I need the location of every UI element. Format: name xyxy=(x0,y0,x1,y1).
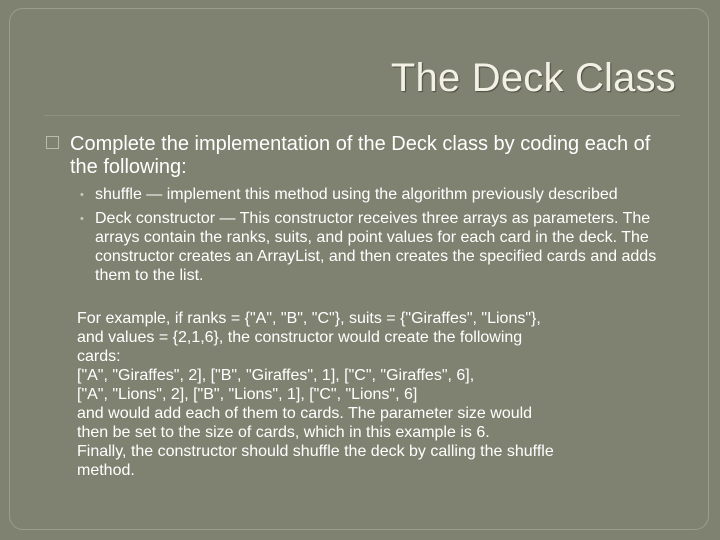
square-outline-icon xyxy=(46,136,59,149)
paragraph-line: method. xyxy=(77,462,135,479)
slide-title: The Deck Class xyxy=(390,56,676,100)
paragraph-line: ["A", "Lions", 2], ["B", "Lions", 1], ["C", "Lions", 6] xyxy=(77,386,418,403)
paragraph-line: Finally, the constructor should shuffle the deck by calling the shuffle xyxy=(77,443,554,460)
paragraph-line: then be set to the size of cards, which in this example is 6. xyxy=(77,424,490,441)
bullet-dot-icon: • xyxy=(80,189,84,201)
paragraph-line: For example, if ranks = {"A", "B", "C"}, suits = {"Giraffes", "Lions"}, xyxy=(77,310,541,327)
sub-bullet-text: shuffle — implement this method using the algorithm previously described xyxy=(95,186,618,203)
sub-bullet-list xyxy=(78,185,678,290)
paragraph-line: cards: xyxy=(77,348,121,365)
title-divider xyxy=(44,115,680,116)
paragraph-line: and would add each of them to cards. The parameter size would xyxy=(77,405,533,422)
level1-bullet-text: Complete the implementation of the Deck class by coding each of the following: xyxy=(70,133,651,178)
sub-bullet-text: Deck constructor — This constructor receives three arrays as parameters. The arrays contain the ranks, suits, and point values for each card in the deck. The constructor creates an ArrayList, and then creates the specified cards and adds them to the list. xyxy=(95,210,657,284)
bullet-dot-icon: • xyxy=(80,213,84,225)
paragraph-line: ["A", "Giraffes", 2], ["B", "Giraffes", 1], ["C", "Giraffes", 6], xyxy=(77,367,475,384)
paragraph-line: and values = {2,1,6}, the constructor would create the following xyxy=(77,329,523,346)
example-paragraph xyxy=(77,309,687,480)
sub-bullet-item xyxy=(78,209,678,285)
sub-bullet-item xyxy=(78,185,678,204)
